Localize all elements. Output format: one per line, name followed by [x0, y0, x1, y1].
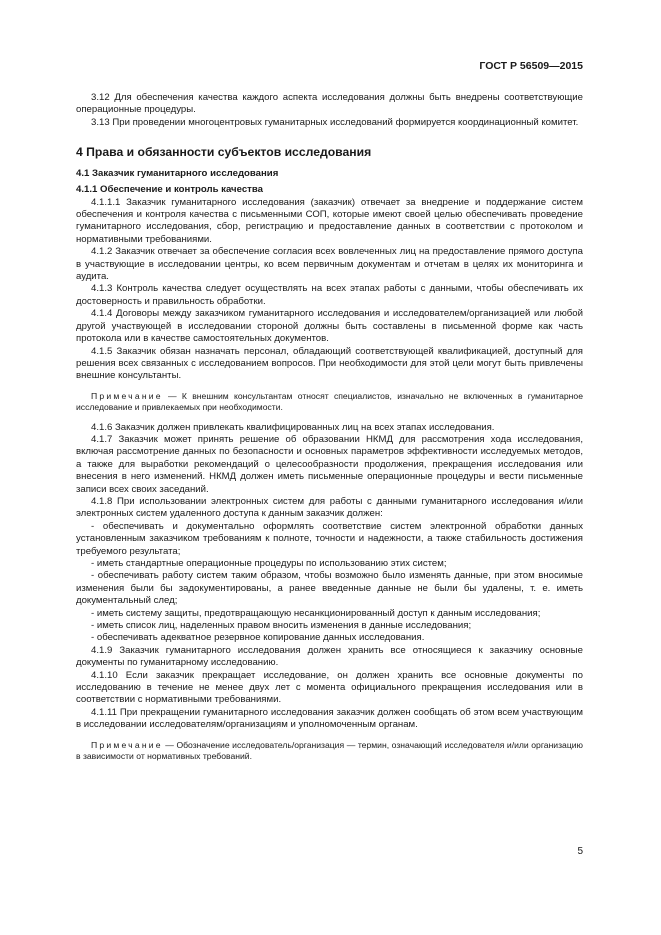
section-heading: 4 Права и обязанности субъектов исследования — [76, 145, 372, 160]
list-item: - обеспечивать адекватное резервное копирование данных исследования. — [91, 632, 425, 644]
clause-4-1-10: 4.1.10 Если заказчик прекращает исследование, он должен хранить все основные документы по исследованию в течение не менее двух лет с момента официального прекращения исследования или в соответствии с нормативными требованиями. — [76, 669, 583, 706]
clause-4-1-11: 4.1.11 При прекращении гуманитарного исследования заказчик должен сообщать об этом всем участвующим в исследовании исследователям/организациям и уполномоченным органам. — [76, 706, 583, 731]
clause-4-1-7: 4.1.7 Заказчик может принять решение об образовании НКМД для рассмотрения хода исследования, включая рассмотрение данных по безопасности и основных параметров эффективности исследуемых методов, а также для выработки рекомендаций о целесообразности продолжения, прекращения исследования или внесения в него изменений. НКМД должен иметь письменные операционные процедуры и вести письменные записи всех своих заседаний. — [76, 433, 583, 495]
clause-4-1-5: 4.1.5 Заказчик обязан назначать персонал, обладающий соответствующей квалификацией, доступный для решения всех связанных с исследованием вопросов. При необходимости для этой цели могут быть привлечены внешние консультанты. — [76, 345, 583, 382]
clause-4-1-3: 4.1.3 Контроль качества следует осуществлять на всех этапах работы с данными, чтобы обеспечивать их достоверность и правильность обработки. — [76, 283, 583, 307]
note-text: — Обозначение исследователь/организация — термин, означающий исследователя и/или организацию в зависимости от нормативных требований. — [76, 739, 583, 762]
list-item: - обеспечивать и документально оформлять соответствие систем электронной обработки данных установленным заказчиком требованиям к полноте, точности и надежности, а также стабильность достижения требуемого результата; — [76, 520, 583, 557]
list-item: - иметь систему защиты, предотвращающую несанкционированный доступ к данным исследования; — [91, 607, 541, 619]
clause-4-1-2: 4.1.2 Заказчик отвечает за обеспечение согласия всех вовлеченных лиц на предоставление прямого доступа в участвующие в исследовании центры, ко всем первичным документам и отчетам в целях их мониторинга и аудита. — [76, 246, 583, 283]
list-item: - обеспечивать работу систем таким образом, чтобы возможно было изменять данные, при этом вносимые изменения были бы задокументированы, а ранее введенные данные не были бы удалены, т. е. иметь документальный след; — [76, 570, 583, 607]
clause-4-1-8: 4.1.8 При использовании электронных систем для работы с данными гуманитарного исследования и/или электронных систем удаленного доступа к данным заказчик должен: — [76, 495, 583, 520]
note-label: Примечание — [91, 390, 163, 401]
list-item: - иметь список лиц, наделенных правом вносить изменения в данные исследования; — [91, 620, 472, 632]
subsection-heading: 4.1 Заказчик гуманитарного исследования — [76, 168, 279, 180]
clause-4-1-6: 4.1.6 Заказчик должен привлекать квалифицированных лиц на всех этапах исследования. — [91, 421, 495, 433]
note-text: — К внешним консультантам относят специалистов, изначально не включенных в гуманитарное исследование и привлекаемых при необходимости. — [76, 390, 583, 413]
clause-3-13: 3.13 При проведении многоцентровых гуманитарных исследований формируется координационный комитет. — [91, 116, 579, 128]
clause-3-12: 3.12 Для обеспечения качества каждого аспекта исследования должны быть внедрены соответствующие операционные процедуры. — [76, 92, 583, 116]
page-body — [76, 92, 583, 771]
clause-4-1-4: 4.1.4 Договоры между заказчиком гуманитарного исследования и исследователем/организацией или любой другой участвующей в исследовании стороной должны быть составлены в письменной форме как часть протокола или в качестве самостоятельных документов. — [76, 308, 583, 345]
page-number: 5 — [577, 846, 583, 857]
clause-4-1-9: 4.1.9 Заказчик гуманитарного исследования должен хранить все относящиеся к заказчику основные документы по гуманитарному исследованию. — [76, 644, 583, 669]
subsubsection-heading: 4.1.1 Обеспечение и контроль качества — [76, 184, 263, 196]
note-label: Примечание — [91, 739, 163, 750]
standard-number: ГОСТ Р 56509—2015 — [479, 60, 583, 72]
note-1 — [76, 391, 583, 414]
list-item: - иметь стандартные операционные процедуры по использованию этих систем; — [91, 558, 447, 569]
clause-4-1-1-1: 4.1.1.1 Заказчик гуманитарного исследования (заказчик) отвечает за внедрение и поддержание систем обеспечения и контроля качества с письменными СОП, которые имеют своей целью обеспечивать проведение гуманитарного исследования, сбор, регистрацию и предоставление данных в соответствии с протоколом и нормативными требованиями. — [76, 196, 583, 245]
note-2 — [76, 740, 583, 763]
